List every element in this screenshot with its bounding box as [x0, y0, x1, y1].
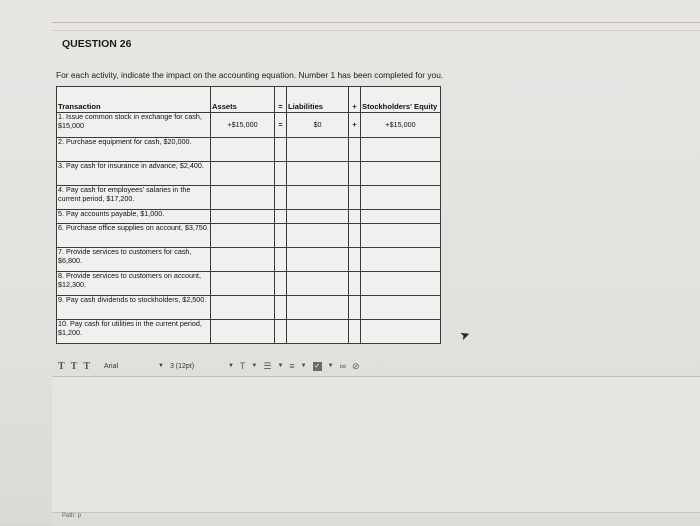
header-liabilities: Liabilities: [287, 87, 349, 113]
plus-cell[interactable]: [349, 320, 361, 344]
header-stockholders-equity: Stockholders' Equity: [361, 87, 441, 113]
table-header-row: [57, 87, 441, 113]
liabilities-cell[interactable]: [287, 248, 349, 272]
assets-cell[interactable]: [211, 224, 275, 248]
assets-cell[interactable]: [211, 320, 275, 344]
chevron-down-icon[interactable]: ▼: [251, 363, 258, 369]
header-equals: =: [275, 87, 287, 113]
transaction-cell: 1. Issue common stock in exchange for cash, $15,000: [57, 113, 211, 138]
assets-cell[interactable]: [211, 272, 275, 296]
plus-cell[interactable]: [349, 162, 361, 186]
equals-cell[interactable]: [275, 272, 287, 296]
table-row: [57, 296, 441, 320]
equals-cell[interactable]: [275, 138, 287, 162]
header-transaction: Transaction: [57, 87, 211, 113]
transaction-cell: 9. Pay cash dividends to stockholders, $2,500.: [57, 296, 211, 320]
assets-cell[interactable]: [211, 210, 275, 224]
editor-status-bar: [52, 512, 700, 526]
plus-cell[interactable]: [349, 224, 361, 248]
chevron-down-icon[interactable]: ▼: [277, 363, 284, 369]
text-color-icon[interactable]: T: [239, 361, 246, 371]
transaction-cell: 2. Purchase equipment for cash, $20,000.: [57, 138, 211, 162]
font-size-select[interactable]: 3 (12pt): [169, 362, 195, 370]
equals-cell[interactable]: [275, 248, 287, 272]
mouse-cursor-icon: ➤: [457, 326, 473, 344]
plus-cell[interactable]: [349, 272, 361, 296]
chevron-down-icon[interactable]: ▼: [300, 363, 307, 369]
liabilities-cell[interactable]: [287, 224, 349, 248]
assets-cell[interactable]: [211, 296, 275, 320]
table-row: [57, 248, 441, 272]
table-row: [57, 138, 441, 162]
table-row: [57, 272, 441, 296]
question-title: QUESTION 26: [62, 38, 132, 50]
link-icon[interactable]: ∞: [339, 361, 346, 371]
assets-cell[interactable]: +$15,000: [211, 113, 275, 138]
liabilities-cell[interactable]: [287, 162, 349, 186]
header-plus: +: [349, 87, 361, 113]
plus-cell: +: [349, 113, 361, 138]
path-label: Path: p: [62, 513, 82, 519]
equals-cell[interactable]: [275, 224, 287, 248]
equity-cell[interactable]: [361, 224, 441, 248]
table-row: [57, 162, 441, 186]
underline-button[interactable]: T: [83, 360, 91, 372]
table-row: [57, 210, 441, 224]
plus-cell[interactable]: [349, 138, 361, 162]
transaction-cell: 5. Pay accounts payable, $1,000.: [57, 210, 211, 224]
chevron-down-icon[interactable]: ▼: [158, 363, 164, 369]
answer-text-editor[interactable]: [52, 376, 700, 513]
liabilities-cell[interactable]: [287, 272, 349, 296]
header-assets: Assets: [211, 87, 275, 113]
bullet-list-icon[interactable]: ☰: [263, 360, 272, 371]
chevron-down-icon[interactable]: ▼: [327, 363, 334, 369]
equity-cell[interactable]: [361, 186, 441, 210]
liabilities-cell[interactable]: [287, 210, 349, 224]
liabilities-cell[interactable]: [287, 296, 349, 320]
font-family-select[interactable]: Arial: [104, 362, 119, 370]
divider: [52, 22, 700, 23]
equals-cell[interactable]: [275, 162, 287, 186]
equity-cell[interactable]: [361, 248, 441, 272]
transaction-cell: 4. Pay cash for employees' salaries in the current period, $17,200.: [57, 186, 211, 210]
liabilities-cell[interactable]: [287, 186, 349, 210]
equals-cell[interactable]: [275, 320, 287, 344]
table-row: [57, 186, 441, 210]
transaction-cell: 3. Pay cash for insurance in advance, $2,400.: [57, 162, 211, 186]
question-instruction: For each activity, indicate the impact on the accounting equation. Number 1 has been completed for you.: [56, 70, 444, 80]
chevron-down-icon[interactable]: ▼: [227, 363, 234, 369]
table-row: [57, 320, 441, 344]
plus-cell[interactable]: [349, 248, 361, 272]
bold-button[interactable]: T: [58, 360, 65, 372]
transaction-cell: 8. Provide services to customers on account, $12,300.: [57, 272, 211, 296]
table-row: [57, 113, 441, 138]
spellcheck-icon[interactable]: ✓: [314, 362, 321, 370]
divider: [52, 30, 700, 31]
plus-cell[interactable]: [349, 210, 361, 224]
numbered-list-icon[interactable]: ≡: [289, 361, 295, 371]
equity-cell[interactable]: [361, 320, 441, 344]
assets-cell[interactable]: [211, 138, 275, 162]
equals-cell[interactable]: [275, 210, 287, 224]
assets-cell[interactable]: [211, 186, 275, 210]
transaction-cell: 6. Purchase office supplies on account, $3,750.: [57, 224, 211, 248]
table-row: [57, 224, 441, 248]
plus-cell[interactable]: [349, 186, 361, 210]
equals-cell[interactable]: [275, 296, 287, 320]
italic-button[interactable]: T: [70, 360, 78, 372]
transaction-cell: 7. Provide services to customers for cash, $6,800.: [57, 248, 211, 272]
assets-cell[interactable]: [211, 248, 275, 272]
equals-cell[interactable]: [275, 186, 287, 210]
equity-cell[interactable]: [361, 162, 441, 186]
equity-cell[interactable]: [361, 272, 441, 296]
accounting-table: [56, 86, 441, 344]
transaction-cell: 10. Pay cash for utilities in the current period, $1,200.: [57, 320, 211, 344]
equity-cell[interactable]: [361, 210, 441, 224]
plus-cell[interactable]: [349, 296, 361, 320]
liabilities-cell[interactable]: $0: [287, 113, 349, 138]
equity-cell[interactable]: [361, 138, 441, 162]
equity-cell[interactable]: [361, 296, 441, 320]
equals-cell: =: [275, 113, 287, 138]
liabilities-cell[interactable]: [287, 320, 349, 344]
liabilities-cell[interactable]: [287, 138, 349, 162]
editor-toolbar: [58, 358, 700, 374]
equity-cell[interactable]: +$15,000: [361, 113, 441, 138]
unlink-icon[interactable]: ⊘: [352, 360, 360, 371]
assets-cell[interactable]: [211, 162, 275, 186]
